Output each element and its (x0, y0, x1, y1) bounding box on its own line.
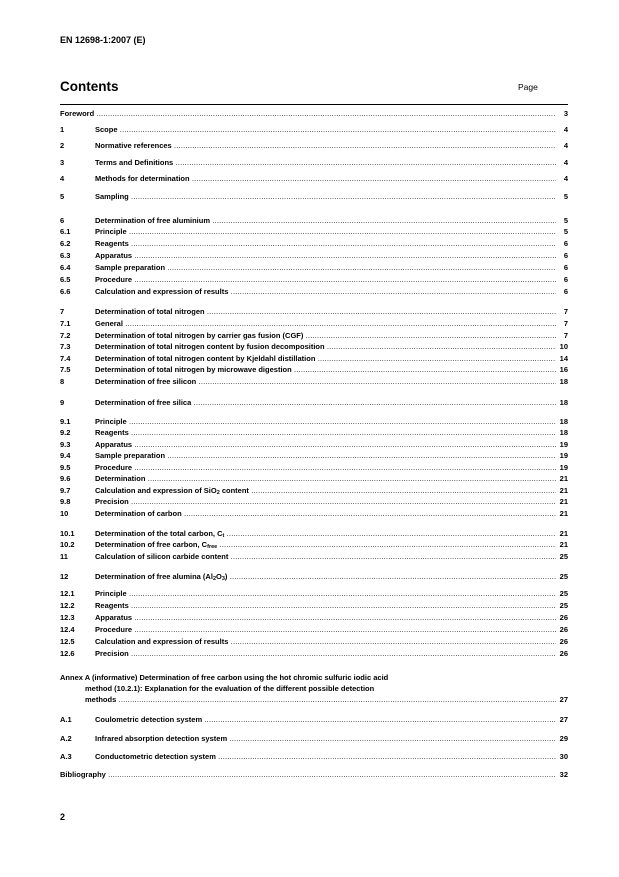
toc-entry-page: 7 (563, 331, 568, 340)
toc-entry-page: 7 (563, 307, 568, 316)
toc-entry-number: 9 (60, 398, 65, 407)
toc-entry-page: 18 (559, 398, 568, 407)
toc-entry-number: 12 (60, 572, 69, 581)
toc-entry-number: 4 (60, 174, 65, 183)
toc-entry[interactable] (60, 496, 568, 507)
toc-entry[interactable] (60, 376, 568, 387)
title-segment: Foreword (60, 109, 95, 118)
title-segment: Principle (95, 417, 127, 426)
toc-entry-title (95, 571, 556, 582)
toc-entry-title (95, 450, 556, 461)
toc-entry-number: A.3 (60, 752, 72, 761)
toc-entry-page: 26 (559, 649, 568, 658)
toc-entry-title (95, 439, 556, 450)
toc-entry-page: 4 (563, 141, 568, 150)
toc-entry-page: 19 (559, 440, 568, 449)
toc-entry-number: 9.3 (60, 440, 71, 449)
toc-entry-title (95, 140, 556, 151)
title-segment: Procedure (95, 275, 133, 284)
toc-entry[interactable] (60, 191, 568, 202)
toc-entry-number: 9.2 (60, 428, 71, 437)
title-segment: Determination of total nitrogen by microwave digestion (95, 365, 292, 374)
title-segment: Principle (95, 589, 127, 598)
toc-entry[interactable] (60, 473, 568, 484)
toc-entry-number: A.2 (60, 734, 72, 743)
toc-entry-title (95, 124, 556, 135)
toc-entry-title (95, 353, 556, 364)
toc-entry-title (95, 648, 556, 659)
title-segment: General (95, 319, 123, 328)
title-segment: content (219, 486, 249, 495)
toc-entry-number: 12.5 (60, 637, 75, 646)
toc-entry-page: 25 (559, 552, 568, 561)
toc-entry-title (95, 364, 556, 375)
toc-entry-page: 6 (563, 275, 568, 284)
title-segment: Apparatus (95, 251, 133, 260)
subscript: 2 (216, 490, 220, 496)
toc-entry-number: 7.5 (60, 365, 71, 374)
toc-entry[interactable] (60, 462, 568, 473)
toc-entry-title (95, 624, 556, 635)
title-segment: Scope (95, 125, 118, 134)
toc-entry-page: 26 (559, 625, 568, 634)
toc-entry[interactable] (60, 157, 568, 168)
toc-entry[interactable] (60, 226, 568, 237)
toc-entry-number: 9.4 (60, 451, 71, 460)
toc-entry-page: 32 (559, 770, 568, 779)
title-segment: Apparatus (95, 440, 133, 449)
toc-annex-item[interactable] (60, 714, 568, 725)
title-segment: Determination of total nitrogen content by fusion decomposition (95, 342, 325, 351)
title-segment: Determination of total nitrogen (95, 307, 205, 316)
title-segment: Determination of free silicon (95, 377, 197, 386)
toc-entry-page: 3 (563, 109, 568, 118)
toc-entry-title: Conductometric detection system ..... (95, 751, 556, 762)
toc-entry-title: Infrared absorption detection system ..... (95, 733, 556, 744)
toc-entry-page: 6 (563, 263, 568, 272)
toc-entry-page: 10 (559, 342, 568, 351)
subscript: free (207, 544, 218, 550)
toc-entry-title (95, 528, 556, 539)
toc-entry-page: 18 (559, 417, 568, 426)
toc-entry-page: 21 (559, 497, 568, 506)
toc-entry-title (95, 238, 556, 249)
toc-entry[interactable] (60, 416, 568, 427)
toc-entry-title (95, 274, 556, 285)
contents-title: Contents (60, 79, 119, 94)
toc-entry-title (95, 397, 556, 408)
toc-entry-number: 9.6 (60, 474, 71, 483)
title-segment: Procedure (95, 625, 133, 634)
title-segment: Calculation and expression of SiO (95, 486, 217, 495)
toc-entry-page: 21 (559, 529, 568, 538)
toc-entry-number: 7.2 (60, 331, 71, 340)
toc-entry-page: 25 (559, 589, 568, 598)
toc-entry-number: 12.2 (60, 601, 75, 610)
toc-entry[interactable] (60, 439, 568, 450)
toc-entry-title: Bibliography ..... (60, 769, 556, 780)
toc-entry-number: 7.1 (60, 319, 71, 328)
toc-bibliography[interactable] (60, 769, 568, 780)
toc-entry-title (95, 226, 556, 237)
title-segment: Determination of free alumina (Al (95, 572, 213, 581)
title-segment: ) (224, 572, 228, 581)
toc-entry[interactable] (60, 140, 568, 151)
toc-entry[interactable] (60, 551, 568, 562)
title-segment: Reagents (95, 428, 129, 437)
toc-entry[interactable] (60, 600, 568, 611)
toc-entry-number: 6.2 (60, 239, 71, 248)
toc-entry-number: 7 (60, 307, 65, 316)
annex-title-line-3: methods ..... (85, 694, 556, 705)
toc-entry-number: 3 (60, 158, 65, 167)
toc-entry-number: 9.5 (60, 463, 71, 472)
toc-entry-title (60, 108, 556, 119)
toc-entry-number: 6.3 (60, 251, 71, 260)
title-segment: Determination of free aluminium (95, 216, 211, 225)
toc-entry-title (95, 462, 556, 473)
title-segment: Calculation and expression of results (95, 287, 229, 296)
toc-entry-page: 16 (559, 365, 568, 374)
toc-annex-item[interactable] (60, 751, 568, 762)
toc-entry[interactable] (60, 353, 568, 364)
toc-entry-page: 18 (559, 428, 568, 437)
page-number: 2 (60, 812, 66, 822)
toc-entry-page: 4 (563, 125, 568, 134)
toc-entry[interactable] (60, 330, 568, 341)
toc-entry-title (95, 376, 556, 387)
subscript: 2 (212, 576, 216, 582)
toc-entry-number: 6.1 (60, 227, 71, 236)
toc-entry[interactable] (60, 341, 568, 352)
toc-entry-number: 5 (60, 192, 65, 201)
title-segment: Methods for determination (95, 174, 190, 183)
toc-entry-title (95, 306, 556, 317)
title-segment: Determination of carbon (95, 509, 182, 518)
title-segment: Precision (95, 649, 129, 658)
toc-entry[interactable] (60, 173, 568, 184)
toc-entry[interactable] (60, 588, 568, 599)
toc-entry-number: 9.8 (60, 497, 71, 506)
toc-entry-page: 18 (559, 377, 568, 386)
title-segment: Reagents (95, 601, 129, 610)
title-segment: Procedure (95, 463, 133, 472)
toc-entry[interactable] (60, 539, 568, 550)
toc-entry[interactable] (60, 286, 568, 297)
toc-entry[interactable] (60, 238, 568, 249)
title-segment: Calculation and expression of results (95, 637, 229, 646)
toc-entry-title (95, 341, 556, 352)
toc-entry-title (95, 551, 556, 562)
toc-entry-title (95, 191, 556, 202)
toc-entry[interactable] (60, 306, 568, 317)
title-segment: Sample preparation (95, 263, 166, 272)
toc-entry-page: 5 (563, 192, 568, 201)
toc-entry-page: 6 (563, 287, 568, 296)
toc-entry-number: 10 (60, 509, 69, 518)
toc-entry-title (95, 539, 556, 550)
toc-entry-number: 10.2 (60, 540, 75, 549)
toc-entry-page: 5 (563, 227, 568, 236)
toc-entry-page: 5 (563, 216, 568, 225)
toc-entry-number: 12.1 (60, 589, 75, 598)
toc-entry-page: 26 (559, 637, 568, 646)
toc-entry[interactable] (60, 636, 568, 647)
toc-entry[interactable] (60, 427, 568, 438)
toc-entry-page: 26 (559, 613, 568, 622)
toc-entry-page: 6 (563, 239, 568, 248)
toc-entry[interactable] (60, 364, 568, 375)
toc-entry-number: 8 (60, 377, 65, 386)
toc-entry-title (95, 612, 556, 623)
toc-entry-page: 27 (559, 695, 568, 704)
toc-entry-title (95, 318, 556, 329)
toc-annex-item[interactable] (60, 733, 568, 744)
toc-entry-number: A.1 (60, 715, 72, 724)
toc-entry-page: 27 (559, 715, 568, 724)
title-segment: Calculation of silicon carbide content (95, 552, 229, 561)
toc-entry[interactable] (60, 612, 568, 623)
toc-entry-page: 4 (563, 174, 568, 183)
toc-entry-number: 7.3 (60, 342, 71, 351)
toc-entry-title (95, 330, 556, 341)
toc-entry[interactable] (60, 262, 568, 273)
toc-entry-title (95, 600, 556, 611)
toc-entry-number: 6 (60, 216, 65, 225)
toc-entry-page: 4 (563, 158, 568, 167)
toc-entry-number: 7.4 (60, 354, 71, 363)
title-segment: Determination of free silica (95, 398, 192, 407)
toc-entry-title (95, 496, 556, 507)
title-segment: Determination of free carbon, C (95, 540, 208, 549)
toc-entry-page: 21 (559, 540, 568, 549)
document-id: EN 12698-1:2007 (E) (60, 35, 146, 45)
toc-entry[interactable] (60, 508, 568, 519)
toc-entry-number: 6.4 (60, 263, 71, 272)
title-segment: Determination of the total carbon, C (95, 529, 223, 538)
toc-entry[interactable] (60, 397, 568, 408)
toc-entry[interactable] (60, 571, 568, 582)
page-column-label: Page (518, 82, 538, 92)
toc-entry-title (95, 215, 556, 226)
toc-entry[interactable] (60, 485, 568, 496)
toc-entry-page: 7 (563, 319, 568, 328)
toc-entry-title (95, 485, 556, 496)
toc-entry-title (95, 262, 556, 273)
toc-entry-number: 6.6 (60, 287, 71, 296)
annex-title-line-1: Annex A (informative) Determination of free carbon using the hot chromic sulfuric iodic acid (60, 673, 389, 682)
toc-entry-title (95, 473, 556, 484)
toc-entry-number: 9.1 (60, 417, 71, 426)
toc-entry-page: 25 (559, 601, 568, 610)
toc-entry-page: 21 (559, 509, 568, 518)
toc-entry[interactable] (60, 450, 568, 461)
toc-entry-page: 29 (559, 734, 568, 743)
toc-entry-page: 21 (559, 474, 568, 483)
title-segment: Sampling (95, 192, 129, 201)
toc-entry-page: 6 (563, 251, 568, 260)
toc-entry[interactable] (60, 124, 568, 135)
toc-entry[interactable] (60, 528, 568, 539)
toc-entry[interactable] (60, 648, 568, 659)
toc-entry-page: 30 (559, 752, 568, 761)
toc-entry-title (95, 416, 556, 427)
title-segment: Terms and Definitions (95, 158, 174, 167)
toc-entry[interactable] (60, 318, 568, 329)
title-segment: Normative references (95, 141, 172, 150)
annex-title-line-2: method (10.2.1): Explanation for the evaluation of the different possible detection (85, 684, 375, 693)
toc-entry-title (95, 427, 556, 438)
toc-entry-number: 10.1 (60, 529, 75, 538)
toc-entry-number: 12.4 (60, 625, 75, 634)
header-rule (60, 104, 568, 105)
toc-entry[interactable] (60, 274, 568, 285)
toc-entry-title (95, 636, 556, 647)
toc-entry-title (95, 250, 556, 261)
subscript: 3 (221, 576, 225, 582)
title-segment: Apparatus (95, 613, 133, 622)
toc-entry-number: 2 (60, 141, 65, 150)
toc-entry[interactable] (60, 108, 568, 119)
toc-entry-title (95, 508, 556, 519)
toc-entry-page: 19 (559, 451, 568, 460)
toc-entry-title (95, 157, 556, 168)
toc-entry-page: 14 (559, 354, 568, 363)
toc-entry-page: 21 (559, 486, 568, 495)
toc-entry-number: 6.5 (60, 275, 71, 284)
toc-entry-page: 25 (559, 572, 568, 581)
title-segment: Reagents (95, 239, 129, 248)
subscript: t (222, 533, 225, 539)
title-segment: Principle (95, 227, 127, 236)
toc-entry[interactable] (60, 624, 568, 635)
toc-entry-page: 19 (559, 463, 568, 472)
toc-annex-entry[interactable] (60, 672, 568, 707)
toc-entry-title: Coulometric detection system ..... (95, 714, 556, 725)
toc-entry-title (95, 588, 556, 599)
toc-entry[interactable] (60, 250, 568, 261)
toc-entry-number: 12.6 (60, 649, 75, 658)
toc-entry-number: 11 (60, 552, 68, 561)
title-segment: Determination (95, 474, 146, 483)
toc-entry-number: 12.3 (60, 613, 75, 622)
toc-entry[interactable] (60, 215, 568, 226)
title-segment: O (216, 572, 222, 581)
toc-entry-title (95, 173, 556, 184)
title-segment: Determination of total nitrogen by carrier gas fusion (CGF) (95, 331, 304, 340)
title-segment: Determination of total nitrogen content by Kjeldahl distillation (95, 354, 316, 363)
toc-entry-number: 9.7 (60, 486, 71, 495)
title-segment: Sample preparation (95, 451, 166, 460)
toc-entry-title (95, 286, 556, 297)
toc-entry-number: 1 (60, 125, 65, 134)
title-segment: Precision (95, 497, 129, 506)
